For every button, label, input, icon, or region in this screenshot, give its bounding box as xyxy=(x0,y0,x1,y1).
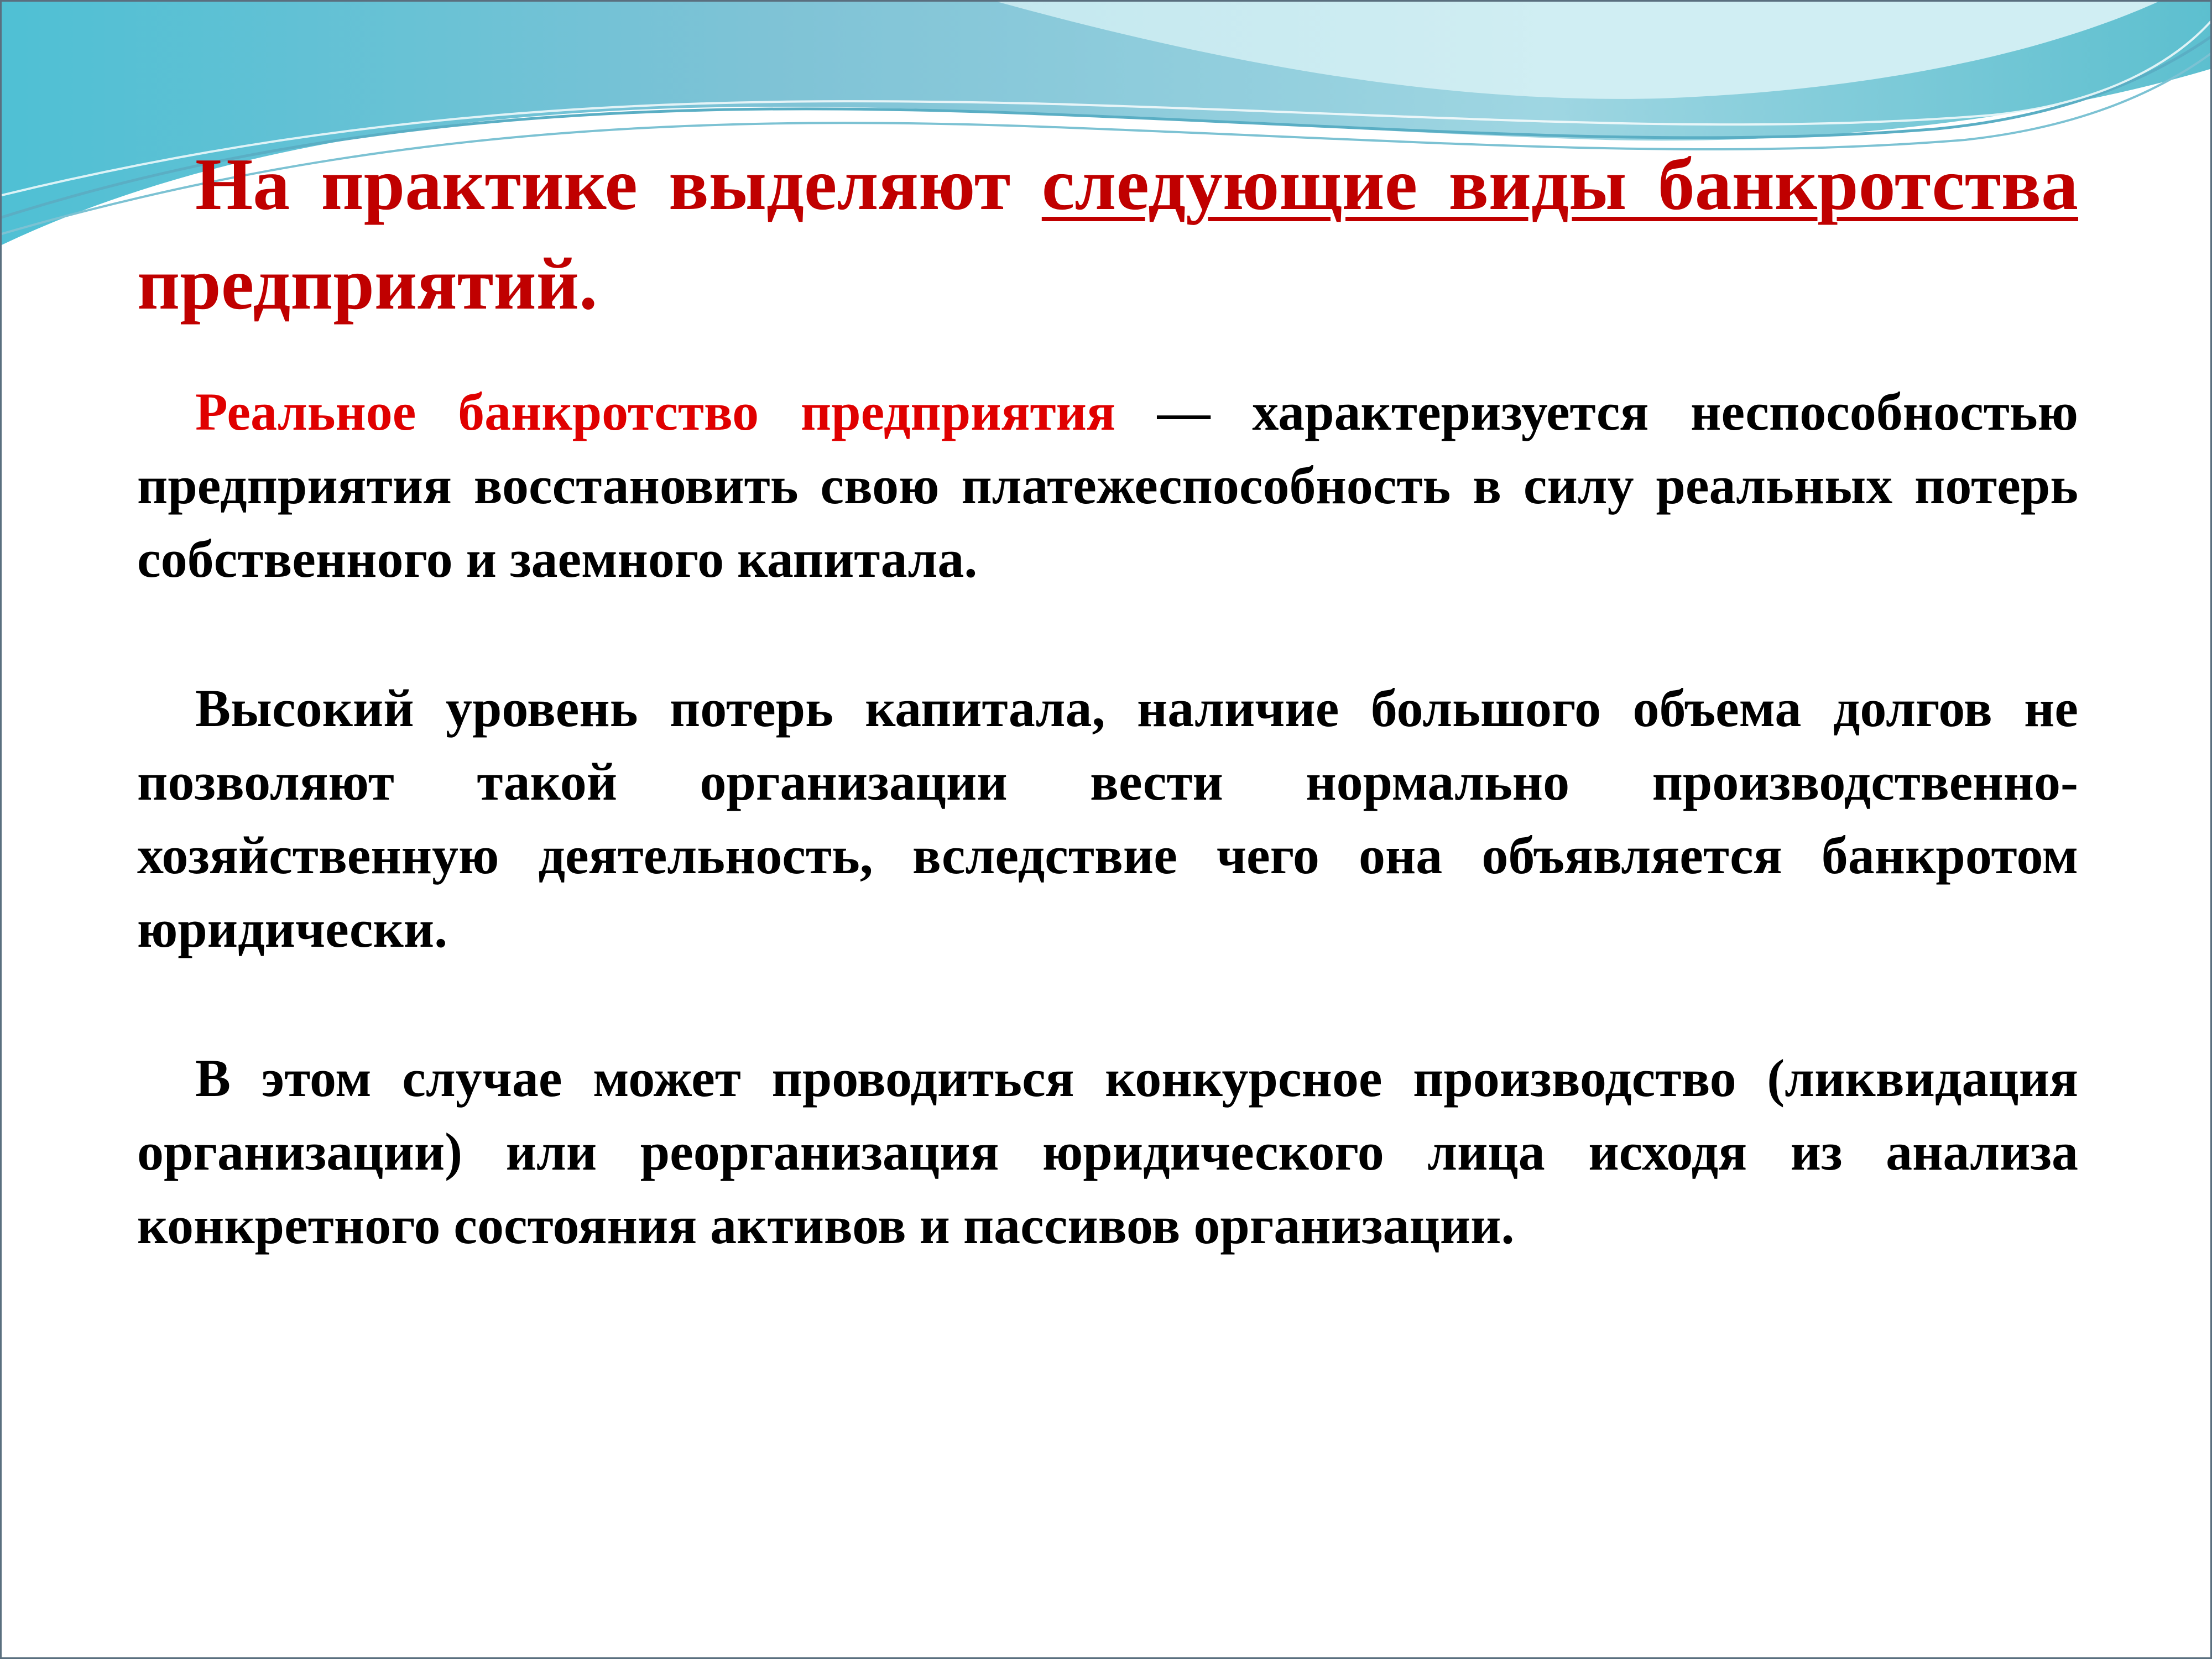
paragraph1-rest: — характеризуется неспособностью предприятия восстановить свою платежеспособность в силу реальных потерь собственного и заемного капитала. xyxy=(137,382,2079,588)
paragraph-real-bankruptcy xyxy=(137,375,2078,596)
paragraph-capital-loss: Высокий уровень потерь капитала, наличие большого объема долгов не позволяют такой организации вести нормально производственно-хозяйственную деятельность, вследствие чего она объявляется банкротом юридически. xyxy=(137,679,2078,958)
title-part1: На практике выделяют xyxy=(195,143,1042,225)
slide-content xyxy=(137,134,2078,1262)
title-underlined: следующие виды банкротства xyxy=(1041,143,2079,225)
title-part2: предприятий. xyxy=(137,243,598,325)
term-real-bankruptcy: Реальное банкротство предприятия xyxy=(195,382,1115,441)
slide-title xyxy=(137,134,2078,333)
paragraph-liquidation: В этом случае может проводиться конкурсное производство (ликвидация организации) или реорганизация юридического лица исходя из анализа конкретного состояния активов и пассивов организации. xyxy=(137,1048,2078,1255)
